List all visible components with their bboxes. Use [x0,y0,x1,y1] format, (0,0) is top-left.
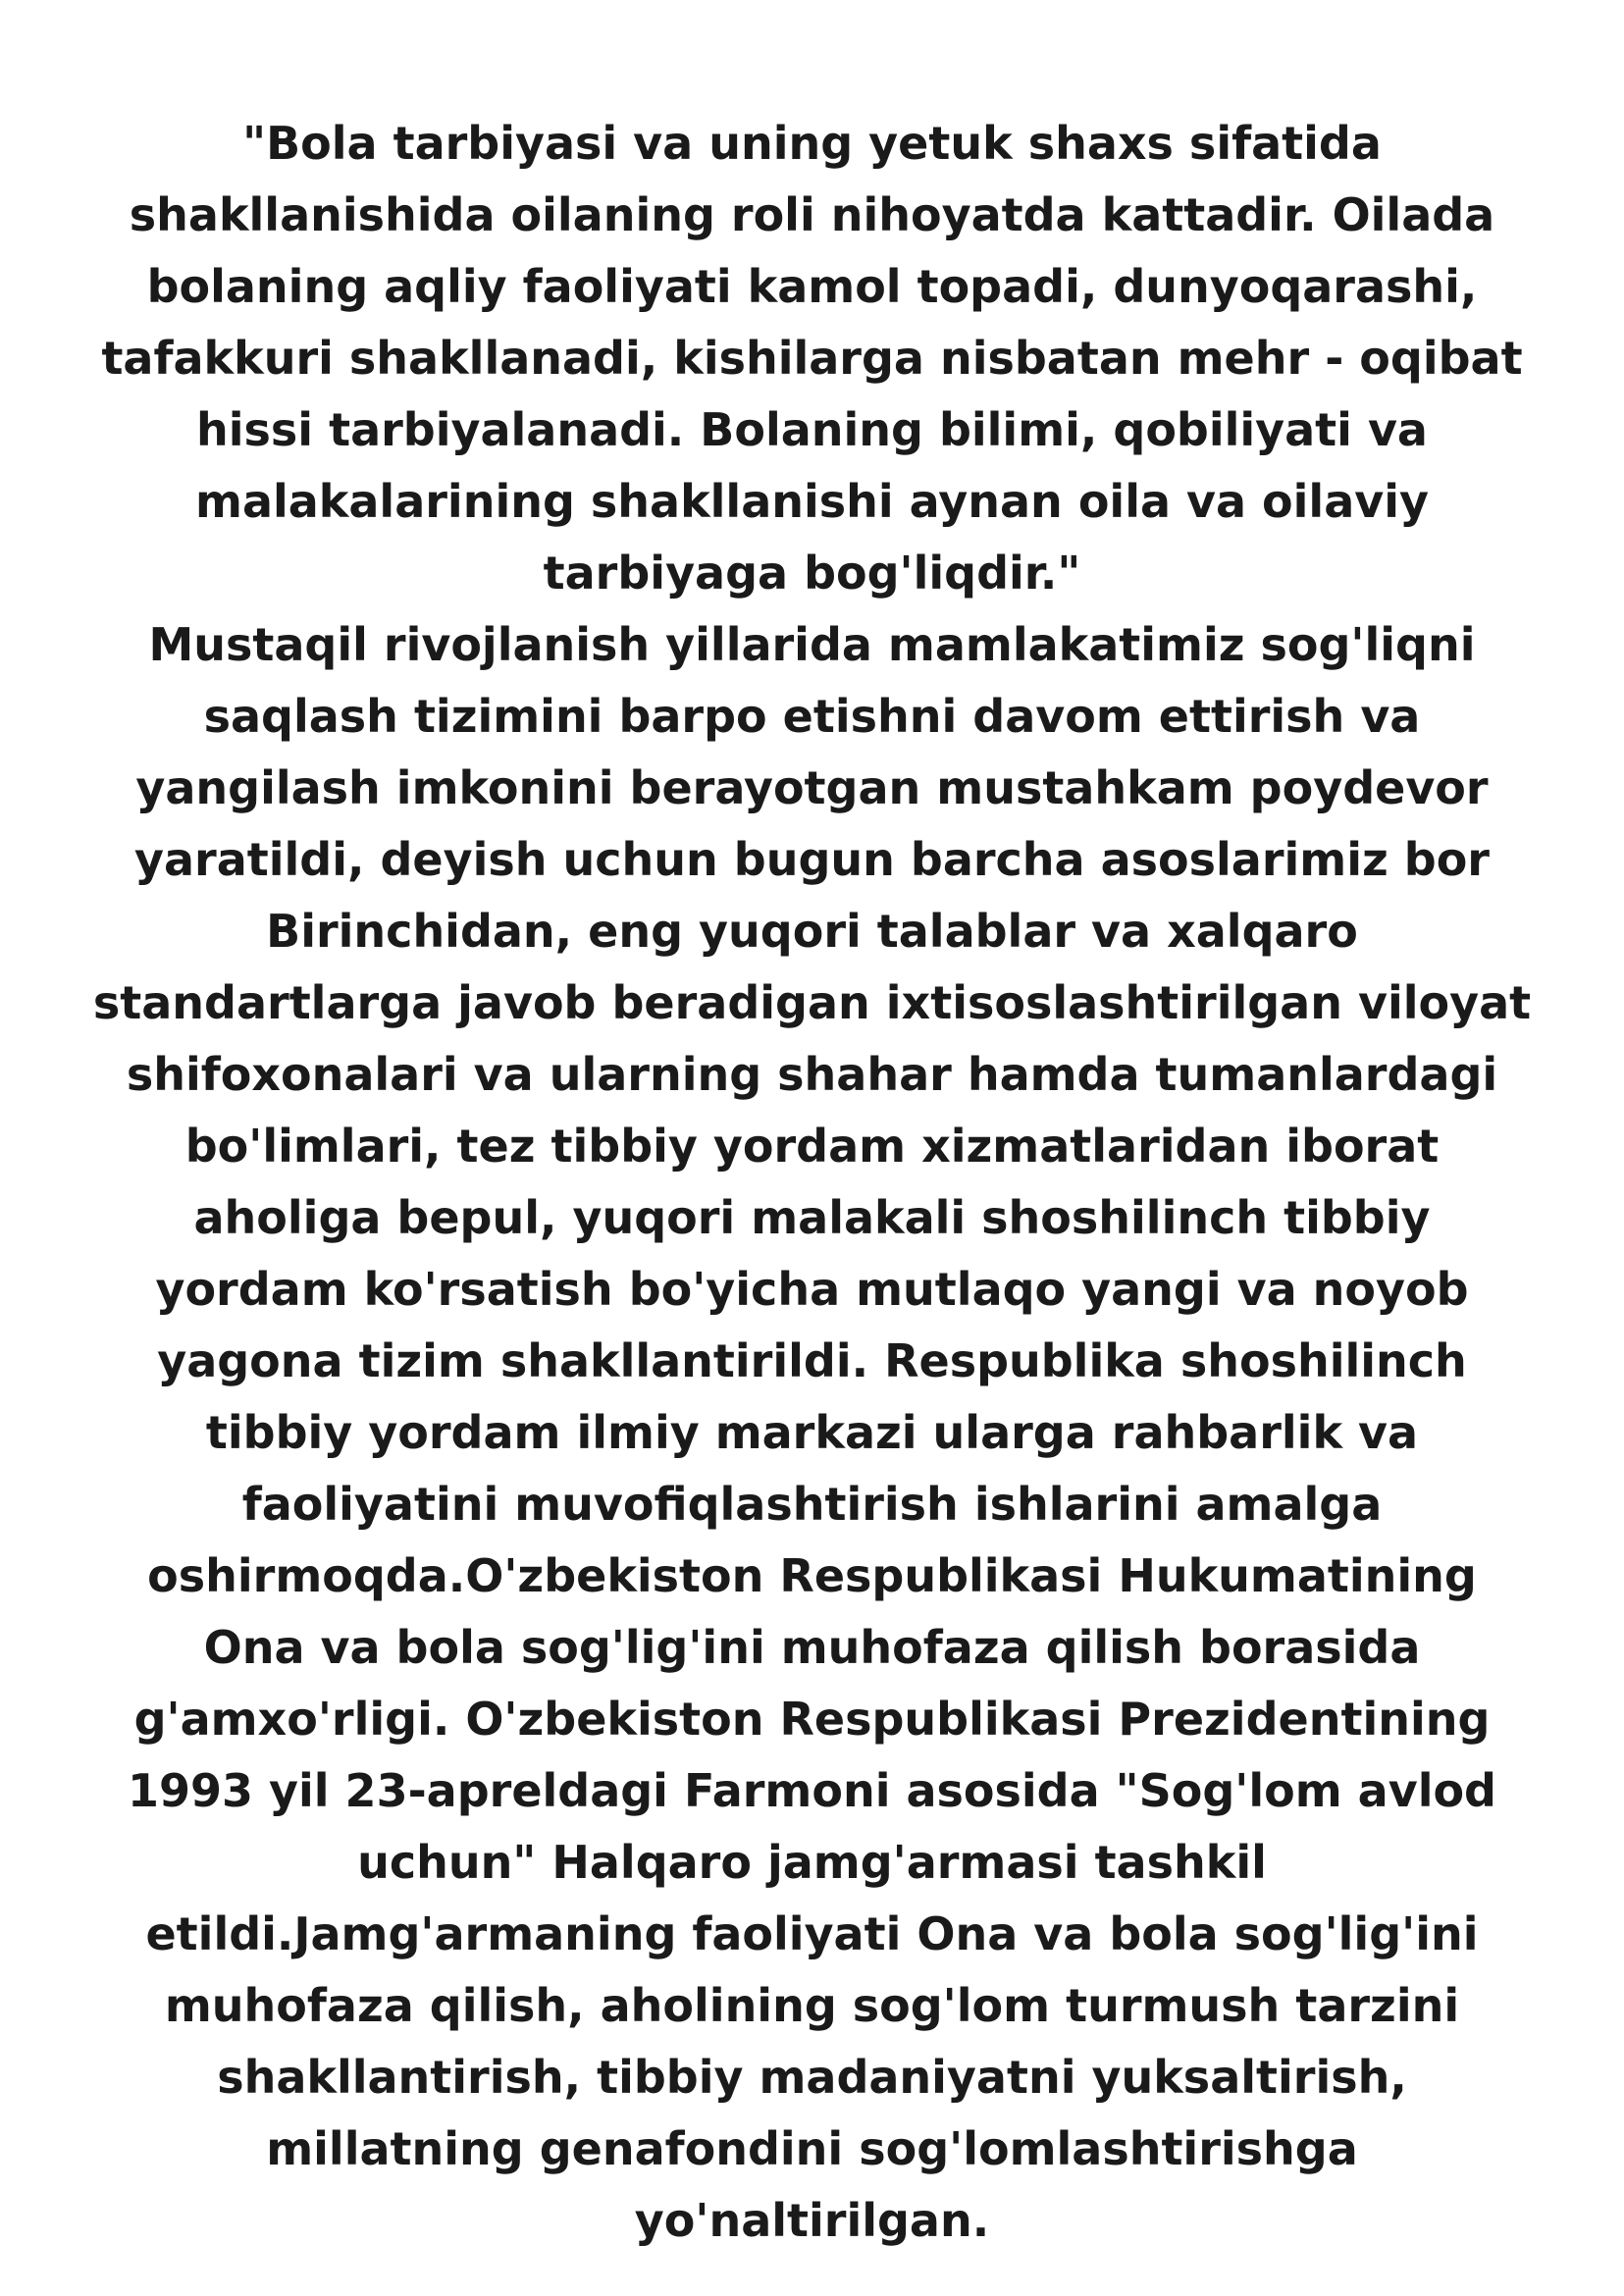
text-line-17: yordam ko'rsatish bo'yicha mutlaqo yangi va noyob [155,1263,1469,1316]
text-line-3: bolaning aqliy faoliyati kamol topadi, dunyoqarashi, [146,260,1478,313]
text-line-14: shifoxonalari va ularning shahar hamda tumanlardagi [126,1048,1498,1101]
text-line-10: yangilash imkonini berayotgan mustahkam poydevor [135,761,1489,814]
text-line-19: tibbiy yordam ilmiy markazi ularga rahbarlik va [205,1406,1419,1459]
text-line-27: muhofaza qilish, aholining sog'lom turmush tarzini [164,1979,1460,2032]
text-line-29: millatning genafondini sog'lomlashtirishga [266,2122,1358,2175]
text-line-30: yo'naltirilgan. [634,2194,990,2247]
text-line-25: uchun" Halqaro jamg'armasi tashkil [357,1836,1267,1889]
text-line-1: "Bola tarbiyasi va uning yetuk shaxs sifatida [242,117,1382,170]
text-line-26: etildi.Jamg'armaning faoliyati Ona va bola sog'lig'ini [145,1907,1479,1960]
text-line-9: saqlash tizimini barpo etishni davom ettirish va [203,690,1421,743]
text-line-15: bo'limlari, tez tibbiy yordam xizmatlaridan iborat [184,1120,1440,1173]
text-line-5: hissi tarbiyalanadi. Bolaning bilimi, qobiliyati va [196,403,1428,456]
text-line-6: malakalarining shakllanishi aynan oila va oilaviy [195,475,1429,528]
text-line-18: yagona tizim shakllantirildi. Respublika shoshilinch [157,1334,1467,1387]
text-line-23: g'amxo'rligi. O'zbekiston Respublikasi Prezidentining [133,1693,1491,1746]
document-body-text [79,108,1545,2257]
text-line-8: Mustaqil rivojlanish yillarida mamlakatimiz sog'liqni [148,618,1476,671]
text-line-11: yaratildi, deyish uchun bugun barcha asoslarimiz bor [134,833,1490,886]
text-line-13: standartlarga javob beradigan ixtisoslashtirilgan viloyat [92,976,1532,1029]
text-line-22: Ona va bola sog'lig'ini muhofaza qilish borasida [203,1621,1421,1674]
text-line-12: Birinchidan, eng yuqori talablar va xalqaro [266,905,1358,958]
text-line-21: oshirmoqda.O'zbekiston Respublikasi Hukumatining [147,1549,1477,1602]
text-line-28: shakllantirish, tibbiy madaniyatni yuksaltirish, [217,2051,1407,2104]
text-line-4: tafakkuri shakllanadi, kishilarga nisbatan mehr - oqibat [101,332,1523,385]
text-line-24: 1993 yil 23-apreldagi Farmoni asosida "Sog'lom avlod [127,1764,1496,1817]
text-line-7: tarbiyaga bog'liqdir." [543,547,1081,600]
text-line-16: aholiga bepul, yuqori malakali shoshilinch tibbiy [193,1191,1431,1244]
text-line-20: faoliyatini muvofiqlashtirish ishlarini amalga [241,1478,1383,1531]
text-line-2: shakllanishida oilaning roli nihoyatda kattadir. Oilada [129,188,1495,241]
